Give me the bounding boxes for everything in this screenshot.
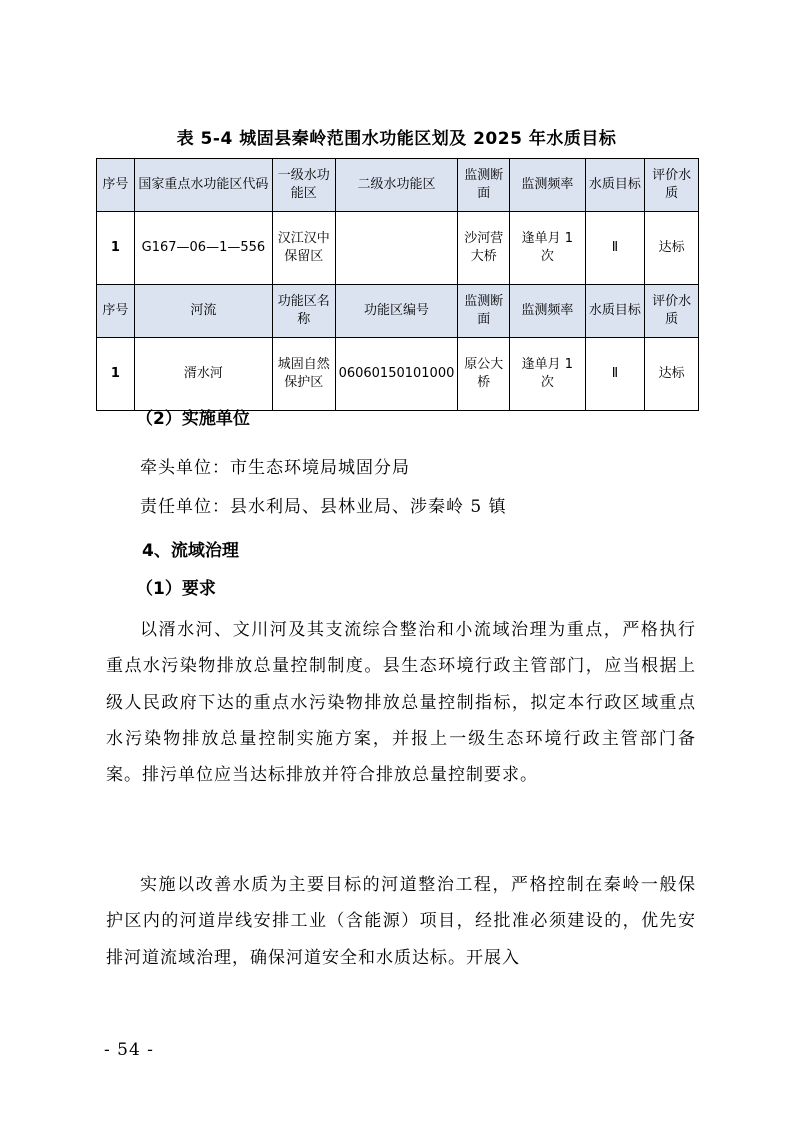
table-cell: G167—06—1—556 — [134, 212, 272, 285]
header-cell: 一级水功能区 — [272, 159, 335, 212]
header-cell: 水质目标 — [585, 159, 645, 212]
header-cell: 评价水质 — [645, 159, 699, 212]
header-cell: 二级水功能区 — [335, 159, 458, 212]
table-header-row-2 — [97, 285, 699, 338]
table-cell: 沙河营大桥 — [458, 212, 510, 285]
page-number: - 54 - — [104, 1040, 154, 1060]
table-cell: 06060150101000 — [335, 338, 458, 411]
header-cell: 监测断面 — [458, 159, 510, 212]
section-heading-implementation-unit: （2）实施单位 — [136, 409, 250, 429]
table-row — [97, 338, 699, 411]
table-cell: 1 — [97, 212, 135, 285]
section-heading-watershed: 4、流域治理 — [142, 541, 239, 561]
header-cell: 国家重点水功能区代码 — [134, 159, 272, 212]
header-cell: 序号 — [97, 159, 135, 212]
header-cell: 河流 — [134, 285, 272, 338]
header-cell: 功能区编号 — [335, 285, 458, 338]
table-header-row-1 — [97, 159, 699, 212]
table-row — [97, 212, 699, 285]
body-paragraph-1 — [106, 612, 696, 793]
responsible-unit-line: 责任单位：县水利局、县林业局、涉秦岭 5 镇 — [140, 497, 507, 517]
section-heading-requirements: （1）要求 — [136, 579, 216, 599]
table-cell: 逢单月 1 次 — [510, 338, 586, 411]
table-cell: 逢单月 1 次 — [510, 212, 586, 285]
header-cell: 序号 — [97, 285, 135, 338]
water-function-table — [96, 158, 699, 411]
paragraph-text: 以湑水河、文川河及其支流综合整治和小流域治理为重点，严格执行重点水污染物排放总量控制制度。县生态环境行政主管部门，应当根据上级人民政府下达的重点水污染物排放总量控制指标，拟定本行政区域重点水污染物排放总量控制实施方案，并报上一级生态环境行政主管部门备案。排污单位应当达标排放并符合排放总量控制要求。 — [106, 620, 696, 786]
table-cell: 湑水河 — [134, 338, 272, 411]
table-caption: 表 5-4 城固县秦岭范围水功能区划及 2025 年水质目标 — [176, 129, 617, 149]
paragraph-text: 实施以改善水质为主要目标的河道整治工程，严格控制在秦岭一般保护区内的河道岸线安排工业（含能源）项目，经批准必须建设的，优先安排河道流域治理，确保河道安全和水质达标。开展入 — [106, 875, 696, 968]
header-cell: 监测频率 — [510, 159, 586, 212]
table-cell — [335, 212, 458, 285]
header-cell: 评价水质 — [645, 285, 699, 338]
header-cell: 监测断面 — [458, 285, 510, 338]
table-cell: 汉江汉中保留区 — [272, 212, 335, 285]
table-cell: Ⅱ — [585, 338, 645, 411]
table-cell: 达标 — [645, 212, 699, 285]
table-cell: Ⅱ — [585, 212, 645, 285]
header-cell: 功能区名称 — [272, 285, 335, 338]
table-cell: 原公大桥 — [458, 338, 510, 411]
header-cell: 监测频率 — [510, 285, 586, 338]
table-cell: 1 — [97, 338, 135, 411]
lead-unit-line: 牵头单位：市生态环境局城固分局 — [140, 458, 410, 478]
table-cell: 达标 — [645, 338, 699, 411]
header-cell: 水质目标 — [585, 285, 645, 338]
table-cell: 城固自然保护区 — [272, 338, 335, 411]
body-paragraph-2 — [106, 867, 696, 976]
